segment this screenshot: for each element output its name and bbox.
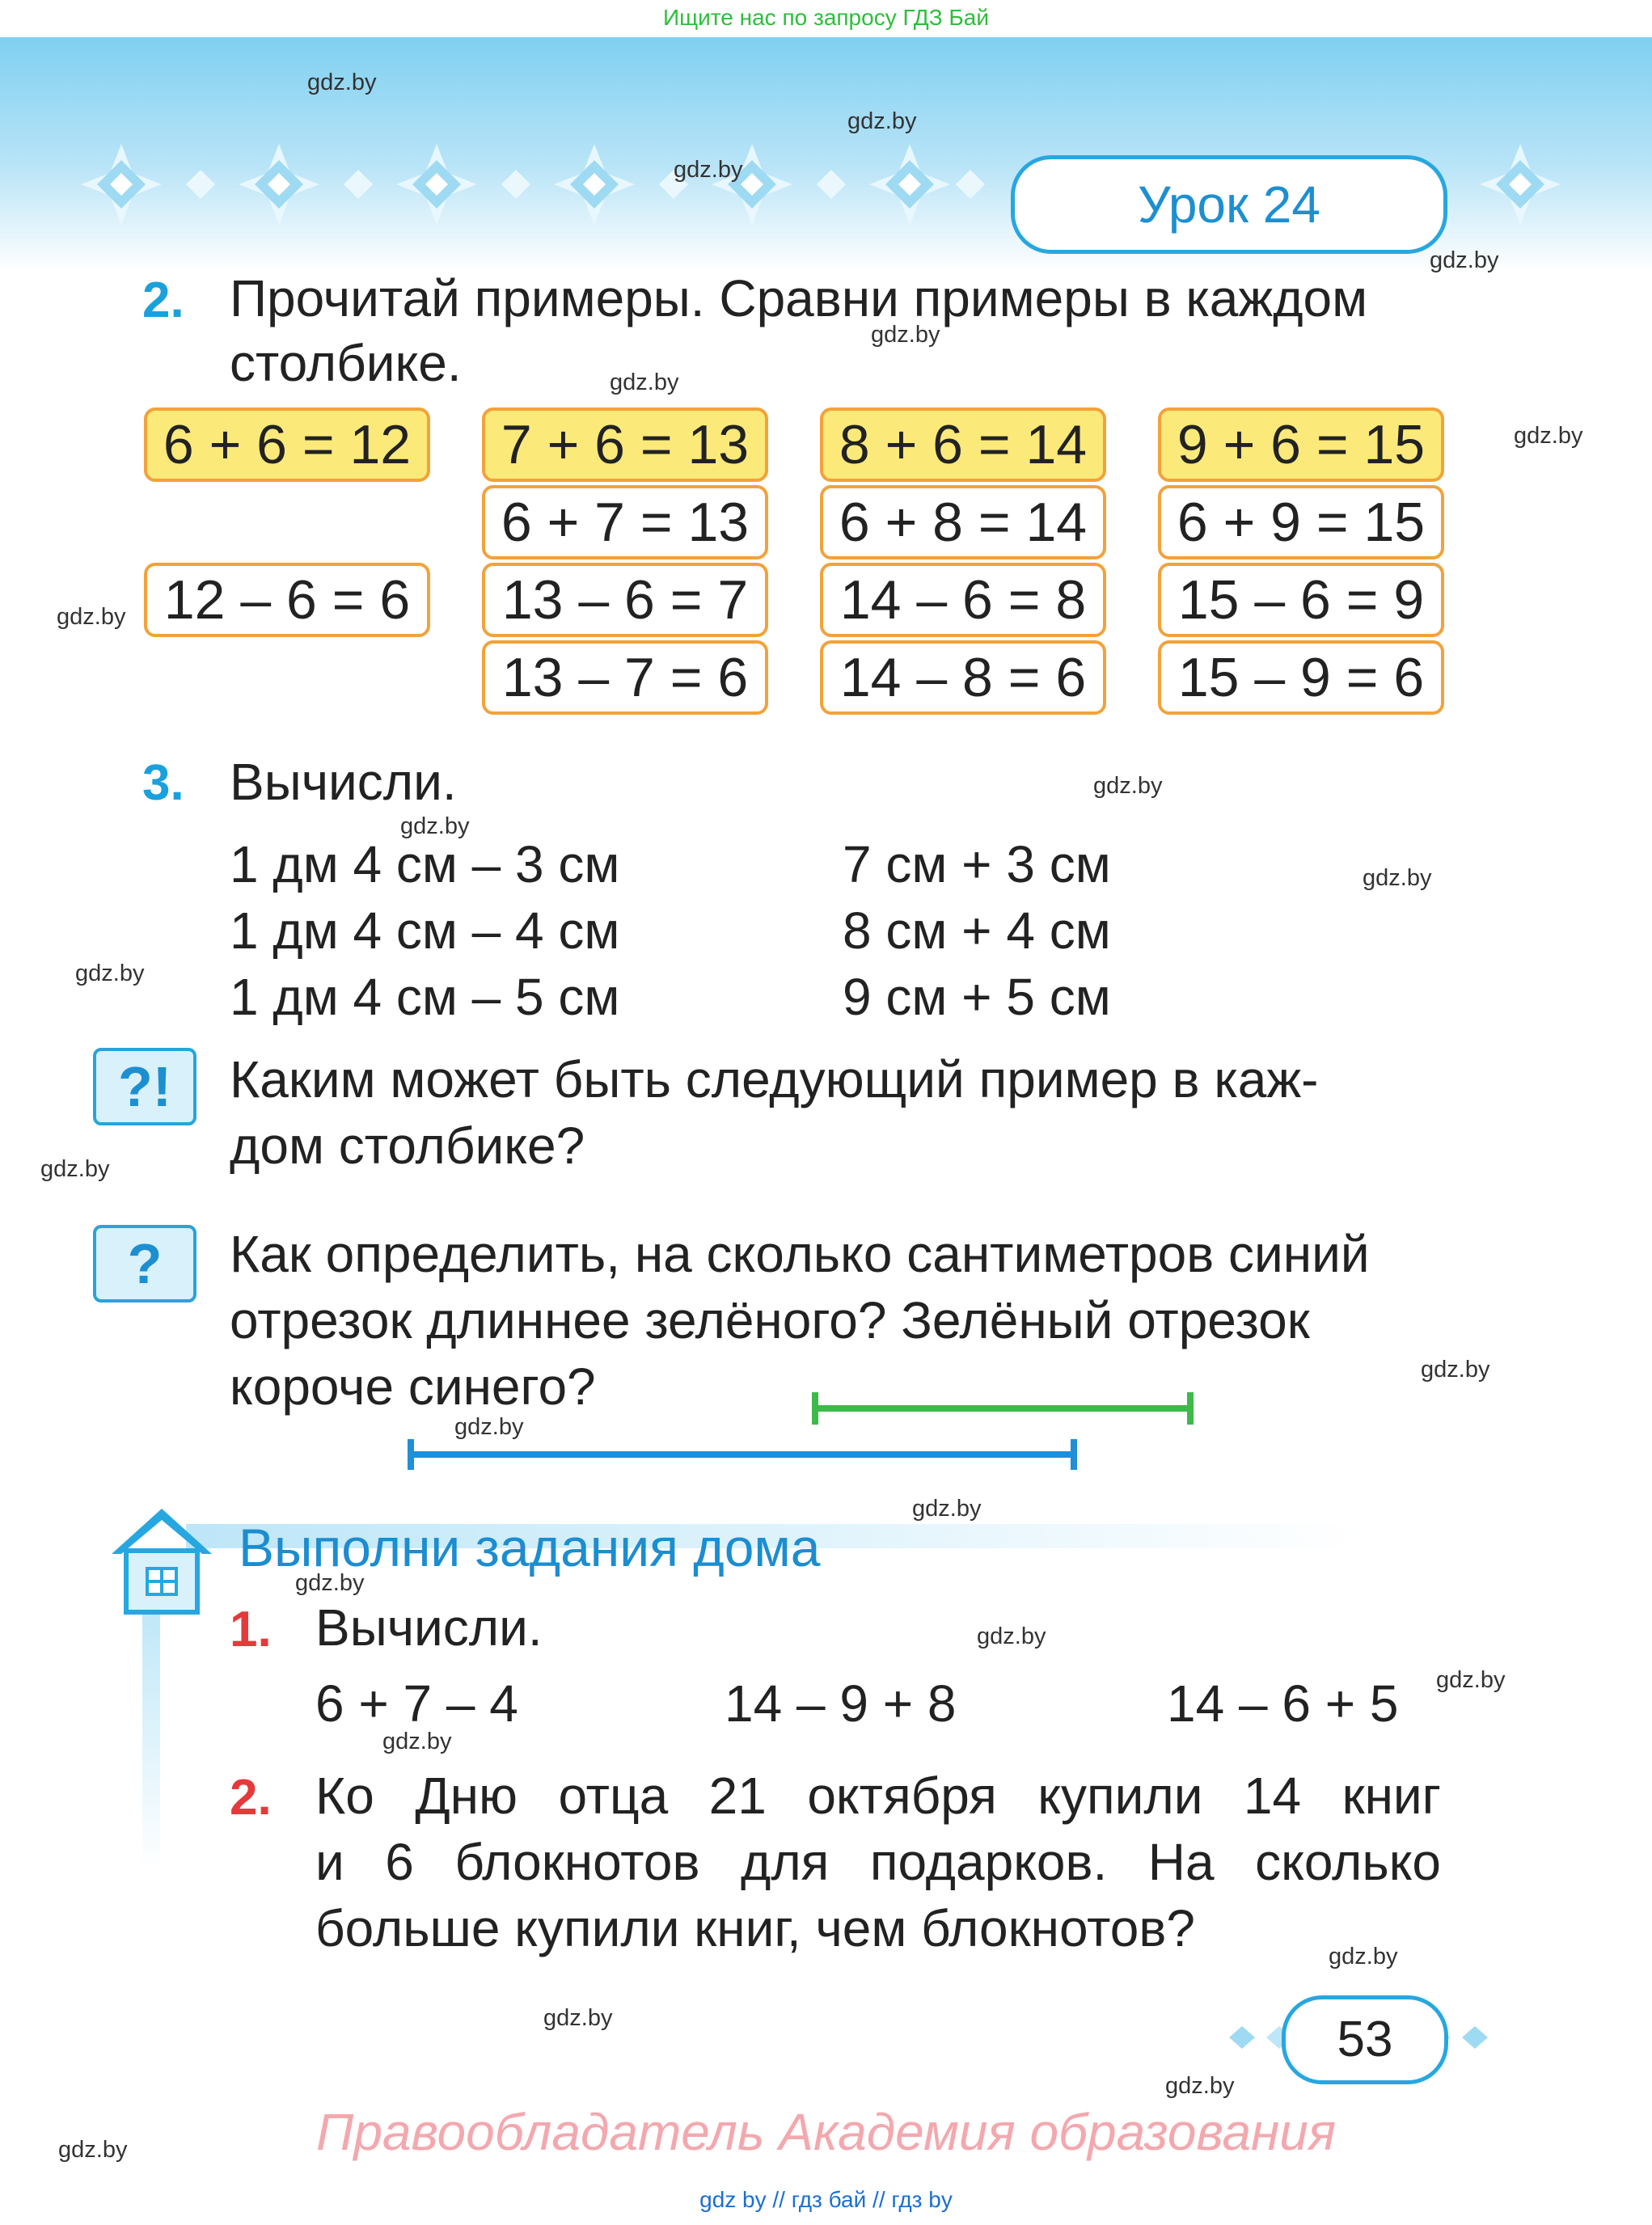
homework-strip (142, 1601, 160, 1868)
question-text: дом столбике? (230, 1117, 585, 1175)
question-text: отрезок длиннее зелёного? Зелёный отрезок (230, 1291, 1310, 1349)
task-title: Вычисли. (315, 1598, 543, 1657)
task-number: 2. (142, 272, 184, 328)
equation-box: 13 – 6 = 7 (482, 563, 768, 637)
expression: 6 + 7 – 4 (315, 1674, 518, 1733)
footer-links[interactable]: gdz by // гдз бай // гдз by (699, 2187, 953, 2212)
task-number: 3. (142, 755, 184, 811)
task-text: столбике. (230, 334, 462, 392)
task-text: больше купили книг, чем блокнотов? (315, 1899, 1195, 1957)
page-number: 53 (1282, 1995, 1448, 2084)
task-number: 2. (230, 1770, 272, 1826)
watermark: gdz.by (454, 1414, 524, 1440)
watermark: gdz.by (75, 961, 145, 986)
house-icon (105, 1502, 218, 1617)
equation-box: 14 – 6 = 8 (820, 563, 1106, 637)
watermark: gdz.by (57, 604, 126, 630)
equation-box: 9 + 6 = 15 (1158, 407, 1444, 482)
question-text: Каким может быть следующий пример в каж- (230, 1050, 1319, 1108)
equation-box: 13 – 7 = 6 (482, 640, 768, 715)
expression: 14 – 6 + 5 (1167, 1674, 1399, 1733)
lesson-title: Урок 24 (1011, 155, 1447, 254)
watermark: gdz.by (847, 108, 917, 134)
watermark: gdz.by (610, 369, 679, 395)
expression: 14 – 9 + 8 (725, 1674, 957, 1733)
watermark: gdz.by (400, 813, 470, 839)
expression: 7 см + 3 см (843, 835, 1111, 893)
top-banner[interactable]: Ищите нас по запросу ГДЗ Бай (662, 5, 990, 30)
expression: 8 см + 4 см (843, 901, 1111, 960)
equation-box: 6 + 9 = 15 (1158, 485, 1444, 559)
equation-box: 6 + 7 = 13 (482, 485, 768, 559)
watermark: gdz.by (1093, 773, 1163, 799)
watermark: gdz.by (674, 157, 743, 183)
watermark: gdz.by (1329, 1944, 1398, 1970)
watermark: gdz.by (307, 70, 377, 95)
watermark: gdz.by (543, 2005, 613, 2031)
homework-title: Выполни задания дома (239, 1518, 821, 1577)
expression: 1 дм 4 см – 3 см (230, 835, 620, 893)
expression: 1 дм 4 см – 5 см (230, 968, 620, 1026)
watermark: gdz.by (295, 1570, 365, 1596)
task-text: Ко Дню отца 21 октября купили 14 книг (315, 1767, 1441, 1825)
question-icon: ? (93, 1225, 196, 1302)
watermark: gdz.by (382, 1729, 452, 1754)
copyright-footer: Правообладатель Академия образования (315, 2103, 1337, 2161)
expression: 9 см + 5 см (843, 968, 1111, 1026)
equation-box: 15 – 6 = 9 (1158, 563, 1444, 637)
watermark: gdz.by (1363, 865, 1432, 891)
equation-box: 7 + 6 = 13 (482, 407, 768, 482)
watermark: gdz.by (912, 1496, 982, 1522)
watermark: gdz.by (40, 1156, 110, 1182)
blue-segment (411, 1439, 1074, 1470)
question-text: короче синего? (230, 1357, 596, 1416)
task-text: и 6 блокнотов для подарков. На сколько (315, 1833, 1441, 1891)
equation-box: 6 + 6 = 12 (144, 407, 430, 482)
question-exclamation-icon: ?! (93, 1048, 196, 1125)
watermark: gdz.by (1421, 1357, 1490, 1383)
expression: 1 дм 4 см – 4 см (230, 901, 620, 960)
segments-figure (0, 1374, 1652, 1488)
task-title: Вычисли. (230, 753, 457, 811)
watermark: gdz.by (977, 1623, 1046, 1649)
watermark: gdz.by (1165, 2073, 1235, 2099)
equation-box: 8 + 6 = 14 (820, 407, 1106, 482)
watermark: gdz.by (58, 2137, 128, 2163)
task-number: 1. (230, 1602, 272, 1657)
task-text: Прочитай примеры. Сравни примеры в каждом (230, 269, 1368, 327)
watermark: gdz.by (1430, 247, 1499, 273)
equation-box: 12 – 6 = 6 (144, 563, 430, 637)
watermark: gdz.by (1514, 423, 1583, 449)
watermark: gdz.by (1436, 1667, 1506, 1693)
equation-box: 6 + 8 = 14 (820, 485, 1106, 559)
green-segment (815, 1392, 1190, 1425)
equation-box: 14 – 8 = 6 (820, 640, 1106, 715)
question-text: Как определить, на сколько сантиметров синий (230, 1225, 1370, 1283)
watermark: gdz.by (871, 322, 940, 348)
equation-box: 15 – 9 = 6 (1158, 640, 1444, 715)
